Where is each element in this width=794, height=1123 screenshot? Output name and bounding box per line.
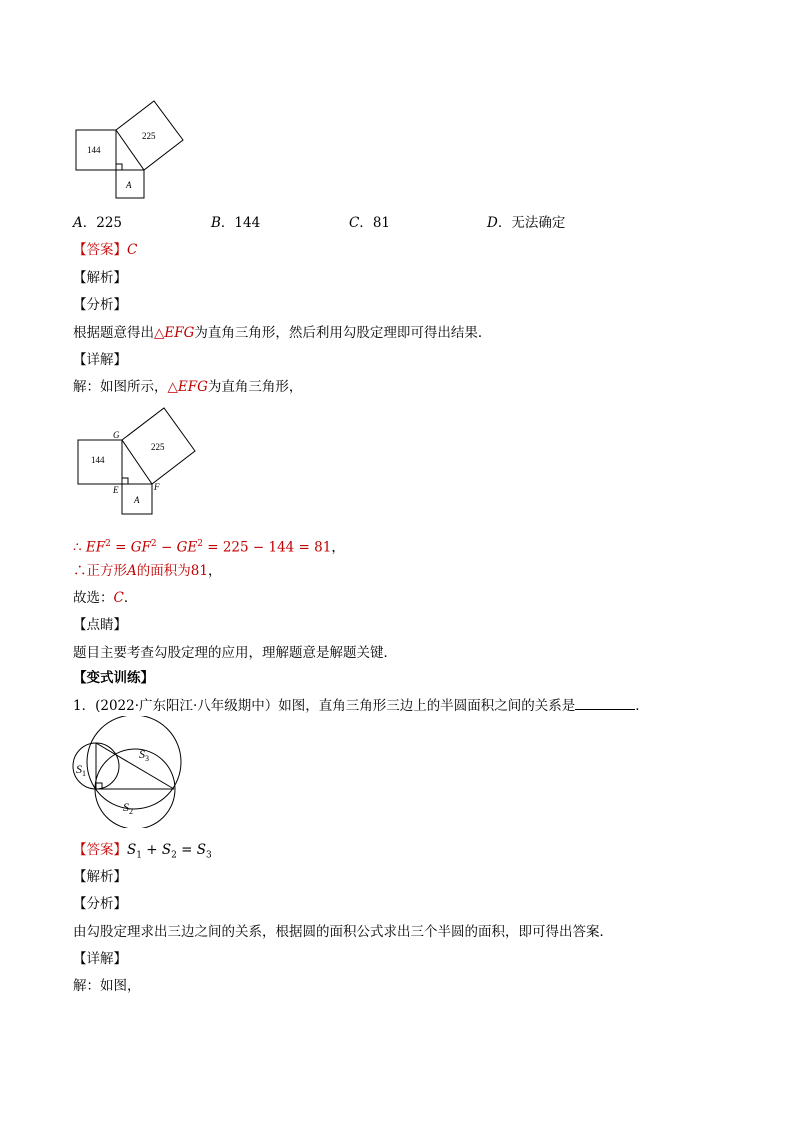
figure1-label-a: A — [126, 180, 132, 190]
figure2-label-f: F — [154, 482, 160, 492]
xiangjie-2-tag: 【详解】 — [73, 951, 127, 967]
figure-squares-1 — [70, 98, 190, 202]
figure2-label-a: A — [134, 495, 140, 505]
equation-2: ∴正方形A的面积为81， — [73, 563, 222, 579]
figure1-label-144: 144 — [87, 145, 101, 155]
figure-squares-2 — [72, 403, 202, 518]
jiexi-1: 【解析】 — [73, 270, 127, 286]
xiangjie-1-text: 解：如图所示，△EFG为直角三角形， — [73, 379, 303, 395]
figure-semicircles — [66, 716, 186, 828]
figure2-label-225: 225 — [151, 442, 165, 452]
fenxi-1-tag: 【分析】 — [73, 297, 127, 313]
bianshi-heading: 【变式训练】 — [73, 670, 154, 686]
figure2-label-144: 144 — [91, 455, 105, 465]
answer-blank — [575, 697, 635, 710]
figure3-s2: $S_2$ — [123, 800, 133, 816]
answer-1: 【答案】C — [73, 242, 138, 258]
equation-1: ∴ $EF^2 = GF^2 - GE^2 = 225 - 144 = 81$， — [73, 539, 345, 556]
figure2-label-e: E — [113, 485, 119, 495]
choice-a: A．225 — [73, 215, 123, 231]
figure1-label-225: 225 — [142, 131, 156, 141]
dianjing-tag: 【点睛】 — [73, 617, 127, 633]
answer-2: 【答案】$S_1 + S_2 = S_3$ — [73, 842, 212, 861]
figure2-label-g: G — [113, 430, 120, 440]
figure3-s1: $S_1$ — [76, 762, 86, 778]
fenxi-2-tag: 【分析】 — [73, 896, 127, 912]
choice-b: B．144 — [211, 215, 261, 231]
fenxi-1-text: 根据题意得出△EFG为直角三角形，然后利用勾股定理即可得出结果． — [73, 325, 492, 341]
dianjing-text: 题目主要考查勾股定理的应用，理解题意是解题关键． — [73, 645, 397, 661]
choice-d: D．无法确定 — [487, 215, 566, 231]
choice-c: C．81 — [349, 215, 391, 231]
figure3-s3: $S_3$ — [139, 747, 149, 763]
select-answer: 故选：C． — [73, 590, 138, 606]
jiexi-2: 【解析】 — [73, 869, 127, 885]
xiangjie-2-text: 解：如图， — [73, 978, 141, 994]
xiangjie-1-tag: 【详解】 — [73, 352, 127, 368]
fenxi-2-text: 由勾股定理求出三边之间的关系，根据圆的面积公式求出三个半圆的面积，即可得出答案． — [73, 924, 613, 940]
question-1: 1．(2022·广东阳江·八年级期中）如图，直角三角形三边上的半圆面积之间的关系是 ． — [73, 698, 649, 714]
